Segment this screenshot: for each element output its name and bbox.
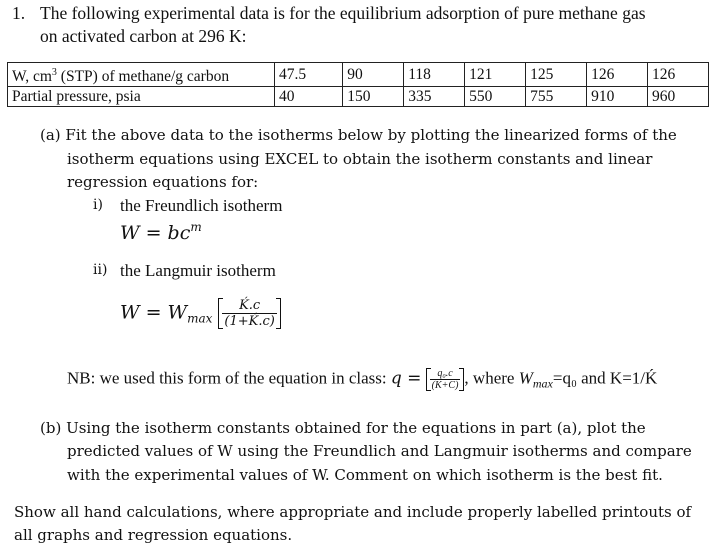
table-cell: 121	[465, 63, 526, 87]
row-label-pressure: Partial pressure, psia	[8, 87, 275, 107]
footer-line1: Show all hand calculations, where appropriate and include properly labelled printouts of	[14, 503, 692, 521]
item-ii-number: ii)	[93, 262, 108, 278]
table-cell: 755	[526, 87, 587, 107]
table-row-w	[8, 63, 709, 87]
part-a-line3: regression equations for:	[67, 173, 259, 191]
part-a-line2: isotherm equations using EXCEL to obtain the isotherm constants and linear	[67, 150, 653, 168]
table-cell: 150	[343, 87, 404, 107]
table-cell: 550	[465, 87, 526, 107]
part-b-line1: (b) Using the isotherm constants obtained for the equations in part (a), plot the	[40, 419, 646, 437]
table-cell: 90	[343, 63, 404, 87]
table-cell: 125	[526, 63, 587, 87]
table-cell: 335	[404, 87, 465, 107]
question-text-line1: The following experimental data is for the equilibrium adsorption of pure methane gas	[40, 3, 646, 23]
freundlich-equation: $W = bc^m$	[120, 220, 202, 244]
part-b-line2: predicted values of W using the Freundlich and Langmuir isotherms and compare	[67, 442, 692, 460]
table-cell: 118	[404, 63, 465, 87]
item-ii-text: the Langmuir isotherm	[120, 261, 276, 280]
row-label-w: W, $cm^3$ (STP) of methane/g carbon	[8, 63, 275, 87]
langmuir-equation: $W = W_{max}$ $\frac{\text{Ḱ.c}}{\text{(1+Ḱ.c)}}$	[120, 298, 281, 329]
table-cell: 47.5	[275, 63, 343, 87]
data-table	[7, 62, 709, 107]
table-cell: 960	[648, 87, 709, 107]
question-number: 1.	[12, 3, 26, 23]
table-cell: 126	[648, 63, 709, 87]
table-cell: 40	[275, 87, 343, 107]
table-cell: 126	[587, 63, 648, 87]
nb-note: NB: we used this form of the equation in class: q = $\frac{\text{q₀.c}}{(K+C)}$ , where $W_{max}=q_0$ and K=1/Ḱ	[67, 368, 658, 391]
footer-line2: all graphs and regression equations.	[14, 526, 293, 544]
part-a-line1: (a) Fit the above data to the isotherms below by plotting the linearized forms of the	[40, 126, 677, 144]
item-i-text: the Freundlich isotherm	[120, 196, 283, 215]
item-i-number: i)	[93, 197, 103, 213]
part-b-line3: with the experimental values of W. Comment on which isotherm is the best fit.	[67, 466, 663, 484]
question-text-line2: on activated carbon at 296 K:	[40, 26, 247, 46]
table-row-pressure	[8, 87, 709, 107]
table-cell: 910	[587, 87, 648, 107]
